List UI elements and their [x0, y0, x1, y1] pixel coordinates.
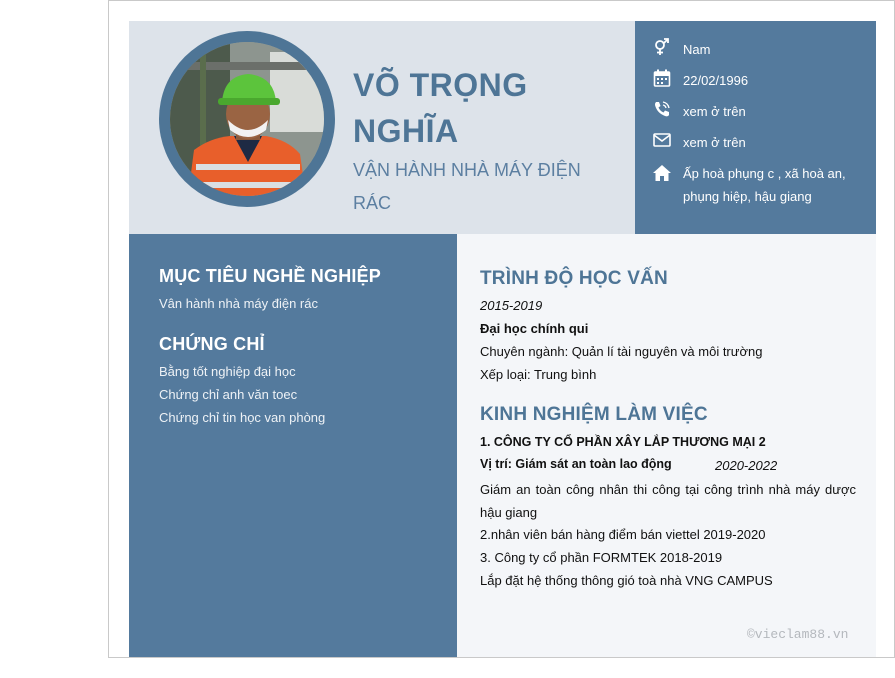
- experience-heading: KINH NGHIỆM LÀM VIỆC: [480, 404, 708, 425]
- avatar: [159, 31, 335, 207]
- experience-desc-1: Giám an toàn công nhân thi công tại công trình nhà máy dược hậu giang: [480, 482, 856, 520]
- education-rank: Xếp loại: Trung bình: [480, 367, 597, 382]
- experience-position-1: Vị trí: Giám sát an toàn lao động: [480, 457, 672, 471]
- gender-icon: [652, 38, 672, 56]
- education-period: 2015-2019: [480, 298, 543, 313]
- job-title: VẬN HÀNH NHÀ MÁY ĐIỆN RÁC: [353, 160, 581, 213]
- calendar-icon: [652, 69, 672, 87]
- home-icon: [652, 164, 672, 182]
- gender-value: Nam: [683, 42, 711, 57]
- contact-address: [652, 162, 863, 208]
- mail-icon: [652, 131, 672, 149]
- contact-phone: [652, 100, 746, 123]
- certificates-heading: CHỨNG CHỈ: [159, 334, 265, 354]
- objective-text: Vân hành nhà máy điện rác: [159, 296, 318, 311]
- education-heading: TRÌNH ĐỘ HỌC VẤN: [480, 268, 668, 289]
- candidate-name: VÕ TRỌNG NGHĨA: [353, 67, 528, 149]
- address-value: Ấp hoà phụng c , xã hoà an, phụng hiệp, hậu giang: [683, 166, 846, 204]
- phone-icon: [652, 100, 672, 118]
- contact-email: [652, 131, 746, 154]
- experience-item-3: 3. Công ty cổ phần FORMTEK 2018-2019: [480, 550, 723, 565]
- experience-period-1: 2020-2022: [715, 458, 778, 473]
- education-major: Chuyên ngành: Quản lí tài nguyên và môi trường: [480, 344, 763, 359]
- birthday-value: 22/02/1996: [683, 73, 749, 88]
- email-value: xem ở trên: [683, 135, 746, 150]
- experience-item-3-desc: Lắp đặt hệ thống thông gió toà nhà VNG CAMPUS: [480, 573, 773, 588]
- certificate-item: Chứng chỉ anh văn toec: [159, 387, 298, 402]
- phone-value: xem ở trên: [683, 104, 746, 119]
- certificate-item: Chứng chỉ tin học van phòng: [159, 410, 326, 425]
- objective-heading: MỤC TIÊU NGHỀ NGHIỆP: [159, 266, 382, 286]
- experience-item-2: 2.nhân viên bán hàng điểm bán viettel 2019-2020: [480, 527, 766, 542]
- experience-company-1: 1. CÔNG TY CỔ PHẦN XÂY LẮP THƯƠNG MẠI 2: [480, 435, 766, 449]
- contact-gender: [652, 38, 710, 61]
- certificate-item: Bằng tốt nghiệp đại học: [159, 364, 296, 379]
- education-degree: Đại học chính qui: [480, 321, 589, 336]
- contact-birthday: [652, 69, 748, 92]
- profile-photo: [170, 42, 324, 196]
- watermark: ©vieclam88.vn: [747, 627, 849, 642]
